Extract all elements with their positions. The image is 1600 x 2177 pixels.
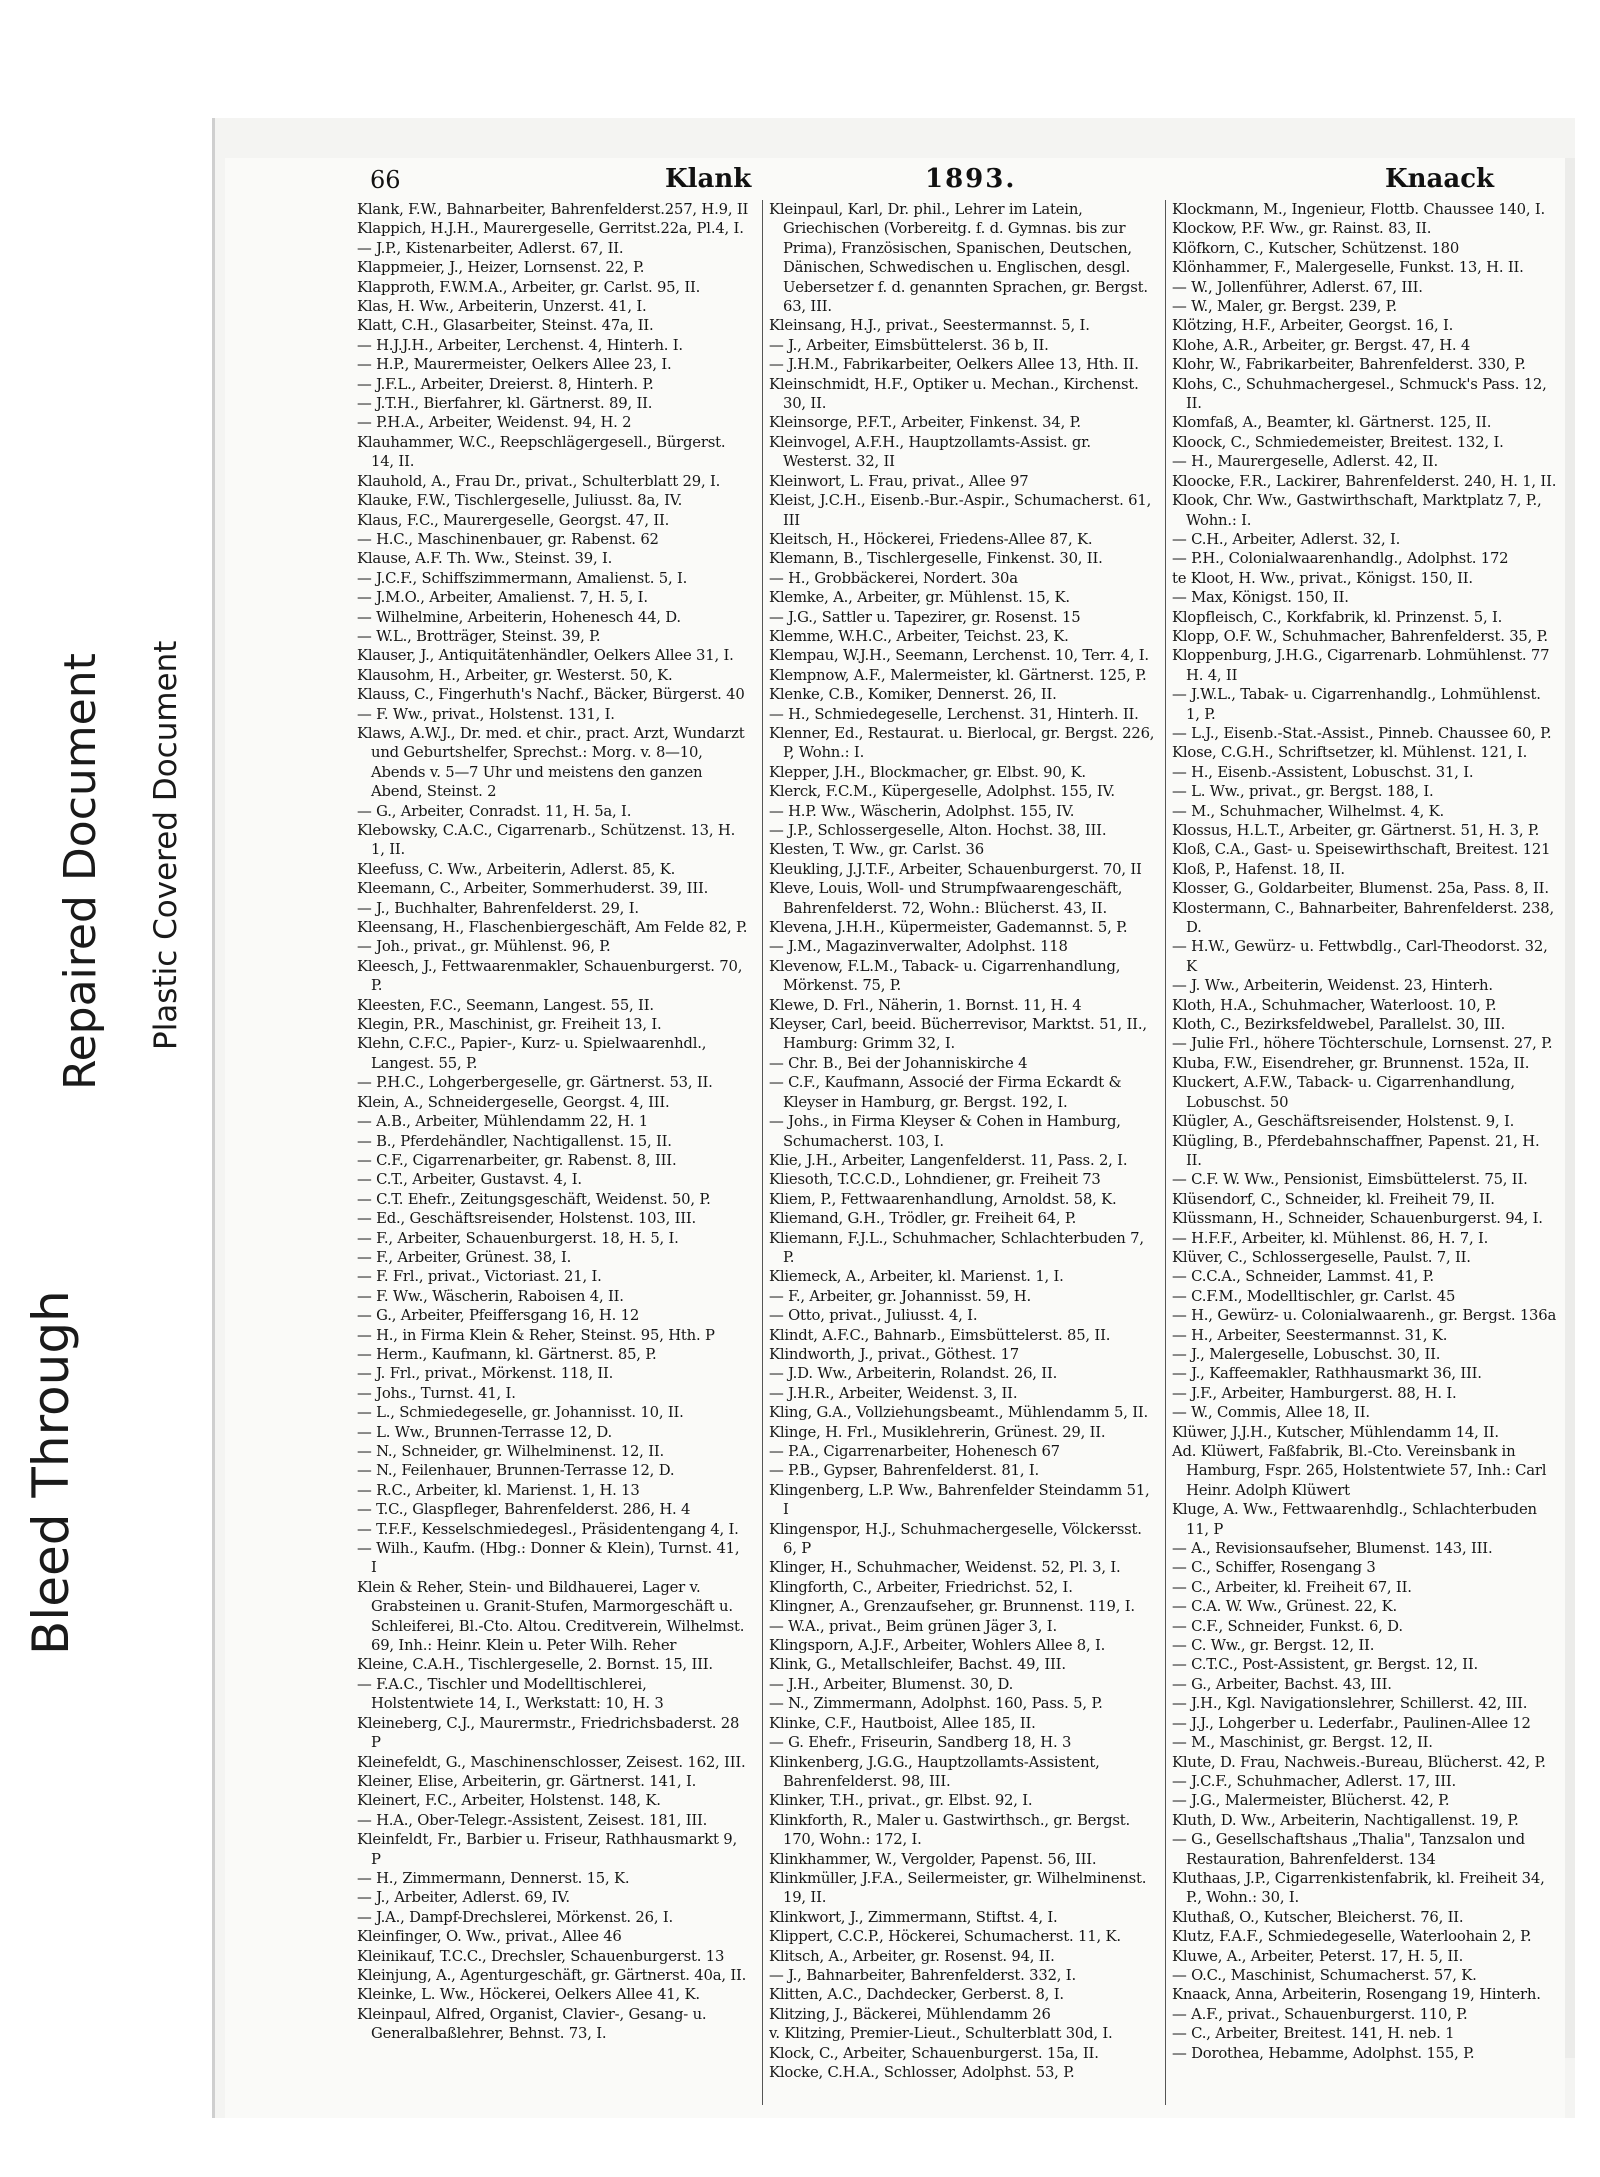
directory-entry: Kleiner, Elise, Arbeiterin, gr. Gärtnerst. 141, I. <box>357 1772 697 1790</box>
directory-entry: Kluckert, A.F.W., Taback- u. Cigarrenhandlung, Lobuschst. 50 <box>1172 1074 1515 1111</box>
directory-entry: Kluthaas, J.P., Cigarrenkistenfabrik, kl. Freiheit 34, P., Wohn.: 30, I. <box>1172 1869 1545 1907</box>
side-labels <box>0 0 210 2177</box>
directory-entry: — J. Ww., Arbeiterin, Weidenst. 23, Hinterh. <box>1172 977 1493 995</box>
directory-entry: — Wilh., Kaufm. (Hbg.: Donner & Klein), Turnst. 41, I <box>357 1540 740 1577</box>
directory-entry: — J., Malergeselle, Lobuschst. 30, II. <box>1172 1345 1441 1363</box>
directory-entry: Klaus, F.C., Maurergeselle, Georgst. 47, II. <box>357 511 670 529</box>
directory-entry: Kleesch, J., Fettwaarenmakler, Schauenburgerst. 70, P. <box>357 957 743 995</box>
directory-entry: Kleinvogel, A.F.H., Hauptzollamts-Assist. gr. Westerst. 32, II <box>769 433 1091 471</box>
directory-entry: Klaws, A.W.J., Dr. med. et chir., pract. Arzt, Wundarzt und Geburtshelfer, Sprechst.: Morg. v. 8—10, Abends v. 5—7 Uhr und meistens den ganzen Abend, Steinst. 2 <box>357 724 745 801</box>
directory-entry: — G., Arbeiter, Conradst. 11, H. 5a, I. <box>357 802 632 820</box>
directory-entry: — J.G., Malermeister, Blücherst. 42, P. <box>1172 1792 1450 1810</box>
directory-page <box>225 158 1565 2118</box>
directory-entry: Klohs, C., Schuhmachergesel., Schmuck's Pass. 12, II. <box>1172 375 1547 413</box>
directory-entry: Klüver, C., Schlossergeselle, Paulst. 7, II. <box>1172 1248 1471 1266</box>
directory-entry: Kleesten, F.C., Seemann, Langest. 55, II. <box>357 996 654 1014</box>
directory-entry: Kleineberg, C.J., Maurermstr., Friedrichsbaderst. 28 P <box>357 1714 740 1752</box>
directory-entry: — H., Arbeiter, Seestermannst. 31, K. <box>1172 1326 1448 1344</box>
directory-entry: — J.J., Lohgerber u. Lederfabr., Paulinen-Allee 12 <box>1172 1714 1531 1732</box>
directory-entry: — W., Jollenführer, Adlerst. 67, III. <box>1172 278 1423 296</box>
directory-entry: — F., Arbeiter, gr. Johannisst. 59, H. <box>769 1287 1031 1305</box>
directory-entry: Klüsendorf, C., Schneider, kl. Freiheit 79, II. <box>1172 1190 1495 1208</box>
directory-entry: — F., Arbeiter, Schauenburgerst. 18, H. 5, I. <box>357 1229 679 1247</box>
directory-entry: — Max, Königst. 150, II. <box>1172 589 1349 607</box>
directory-entry: Klemke, A., Arbeiter, gr. Mühlenst. 15, K. <box>769 589 1070 607</box>
scanned-sheet <box>212 118 1575 2118</box>
directory-entry: Kling, G.A., Vollziehungsbeamt., Mühlendamm 5, II. <box>769 1404 1149 1422</box>
directory-entry: — W.L., Brotträger, Steinst. 39, P. <box>357 627 601 645</box>
directory-entry: Kluth, D. Ww., Arbeiterin, Nachtigallenst. 19, P. <box>1172 1811 1519 1829</box>
directory-entry: — H., Maurergeselle, Adlerst. 42, II. <box>1172 453 1439 471</box>
directory-entry: — C.F.M., Modelltischler, gr. Carlst. 45 <box>1172 1287 1456 1305</box>
directory-entry: — J., Arbeiter, Eimsbüttelerst. 36 b, II. <box>769 336 1049 354</box>
directory-entry: Ad. Klüwert, Faßfabrik, Bl.-Cto. Vereinsbank in Hamburg, Fspr. 265, Holstentwiete 57, Inh.: Carl Heinr. Adolph Klüwert <box>1172 1443 1547 1499</box>
directory-entry: Klenke, C.B., Komiker, Dennerst. 26, II. <box>769 686 1057 704</box>
directory-entry: Klink, G., Metallschleifer, Bachst. 49, III. <box>769 1656 1066 1674</box>
directory-entry: — C.F. W. Ww., Pensionist, Eimsbüttelerst. 75, II. <box>1172 1171 1528 1189</box>
directory-entry: — J.M., Magazinverwalter, Adolphst. 118 <box>769 938 1068 956</box>
directory-entry: Klutz, F.A.F., Schmiedegeselle, Waterloohain 2, P. <box>1172 1928 1532 1946</box>
directory-entry: Klevena, J.H.H., Küpermeister, Gademannst. 5, P. <box>769 919 1128 937</box>
directory-entry: — F. Ww., privat., Holstenst. 131, I. <box>357 705 615 723</box>
directory-entry: Kleensang, H., Flaschenbiergeschäft, Am Felde 82, P. <box>357 919 748 937</box>
directory-entry: Klapproth, F.W.M.A., Arbeiter, gr. Carlst. 95, II. <box>357 278 701 296</box>
directory-entry: Klinkforth, R., Maler u. Gastwirthsch., gr. Bergst. 170, Wohn.: 172, I. <box>769 1811 1130 1849</box>
directory-entry: — J.T.H., Bierfahrer, kl. Gärtnerst. 89, II. <box>357 395 653 413</box>
directory-entry: — G., Gesellschaftshaus „Thalia", Tanzsalon und Restauration, Bahrenfelderst. 134 <box>1172 1831 1525 1868</box>
directory-entry: — G., Arbeiter, Pfeiffersgang 16, H. 12 <box>357 1307 640 1325</box>
directory-entry: Klauser, J., Antiquitätenhändler, Oelkers Allee 31, I. <box>357 647 734 665</box>
directory-entry: — H., Gewürz- u. Colonialwaarenh., gr. Bergst. 136a <box>1172 1307 1557 1325</box>
directory-entry: — J.C.F., Schiffszimmermann, Amalienst. 5, I. <box>357 569 688 587</box>
directory-entry: Kleefuss, C. Ww., Arbeiterin, Adlerst. 85, K. <box>357 860 676 878</box>
directory-entry: — Wilhelmine, Arbeiterin, Hohenesch 44, D. <box>357 608 681 626</box>
directory-entry: Kleinpaul, Karl, Dr. phil., Lehrer im Latein, Griechischen (Vorbereitg. f. d. Gymnas. bis zur Prima), Französischen, Spanischen, Deutschen, Dänischen, Schwedischen u. Englischen, desgl. Uebersetzer f. d. genannten Sprachen, gr. Bergst. 63, III. <box>769 201 1148 316</box>
directory-entry: Kleinke, L. Ww., Höckerei, Oelkers Allee 41, K. <box>357 1986 700 2004</box>
directory-entry: Klempnow, A.F., Malermeister, kl. Gärtnerst. 125, P. <box>769 666 1147 684</box>
directory-entry: Klauss, C., Fingerhuth's Nachf., Bäcker, Bürgerst. 40 <box>357 686 745 704</box>
directory-entry: Kleyser, Carl, beeid. Bücherrevisor, Marktst. 51, II., Hamburg: Grimm 32, I. <box>769 1016 1147 1053</box>
entry-columns <box>345 200 1565 2110</box>
directory-entry: Klesten, T. Ww., gr. Carlst. 36 <box>769 841 984 859</box>
directory-entry: — H.P. Ww., Wäscherin, Adolphst. 155, IV. <box>769 802 1075 820</box>
directory-entry: Klüssmann, H., Schneider, Schauenburgerst. 94, I. <box>1172 1210 1543 1228</box>
directory-entry: Klockmann, M., Ingenieur, Flottb. Chaussee 140, I. <box>1172 201 1546 218</box>
directory-entry: Kleinert, F.C., Arbeiter, Holstenst. 148, K. <box>357 1792 661 1810</box>
directory-entry: Klempau, W.J.H., Seemann, Lerchenst. 10, Terr. 4, I. <box>769 647 1149 665</box>
directory-entry: — Herm., Kaufmann, kl. Gärtnerst. 85, P. <box>357 1345 657 1363</box>
directory-entry: — J.P., Schlossergeselle, Alton. Hochst. 38, III. <box>769 822 1107 839</box>
directory-entry: — C.C.A., Schneider, Lammst. 41, P. <box>1172 1268 1434 1286</box>
directory-entry: Klose, C.G.H., Schriftsetzer, kl. Mühlenst. 121, I. <box>1172 744 1528 762</box>
directory-entry: Kleemann, C., Arbeiter, Sommerhuderst. 39, III. <box>357 880 709 898</box>
directory-entry: Klute, D. Frau, Nachweis.-Bureau, Blücherst. 42, P. <box>1172 1753 1546 1771</box>
directory-entry: — P.A., Cigarrenarbeiter, Hohenesch 67 <box>769 1443 1060 1460</box>
directory-entry: Klatt, C.H., Glasarbeiter, Steinst. 47a, II. <box>357 317 654 335</box>
directory-entry: Klitsch, A., Arbeiter, gr. Rosenst. 94, II. <box>769 1947 1055 1965</box>
directory-entry: Kleine, C.A.H., Tischlergeselle, 2. Bornst. 15, III. <box>357 1656 713 1674</box>
directory-entry: — J.H., Arbeiter, Blumenst. 30, D. <box>769 1675 1014 1693</box>
directory-entry: Klepper, J.H., Blockmacher, gr. Elbst. 90, K. <box>769 763 1086 781</box>
repaired-document-label: Repaired Document <box>55 653 106 1090</box>
directory-entry: te Kloot, H. Ww., privat., Königst. 150, II. <box>1172 569 1473 587</box>
directory-entry: — F.A.C., Tischler und Modelltischlerei, Holstentwiete 14, I., Werkstatt: 10, H. 3 <box>357 1675 664 1713</box>
directory-entry: — J.A., Dampf-Drechslerei, Mörkenst. 26, I. <box>357 1908 673 1926</box>
directory-entry: Klauhold, A., Frau Dr., privat., Schulterblatt 29, I. <box>357 472 721 490</box>
directory-entry: Kleinwort, L. Frau, privat., Allee 97 <box>769 472 1029 490</box>
directory-entry: — A.B., Arbeiter, Mühlendamm 22, H. 1 <box>357 1113 649 1131</box>
directory-entry: Klewe, D. Frl., Näherin, 1. Bornst. 11, H. 4 <box>769 996 1082 1014</box>
directory-entry: — G., Arbeiter, Bachst. 43, III. <box>1172 1675 1392 1693</box>
directory-entry: — W.A., privat., Beim grünen Jäger 3, I. <box>769 1617 1057 1635</box>
directory-entry: — H., in Firma Klein & Reher, Steinst. 95, Hth. P <box>357 1326 715 1344</box>
directory-entry: — C.F., Cigarrenarbeiter, gr. Rabenst. 8, III. <box>357 1151 677 1169</box>
directory-entry: — C.H., Arbeiter, Adlerst. 32, I. <box>1172 530 1401 548</box>
directory-entry: — J., Kaffeemakler, Rathhausmarkt 36, III. <box>1172 1365 1482 1383</box>
directory-entry: Kloock, C., Schmiedemeister, Breitest. 132, I. <box>1172 433 1504 451</box>
directory-entry: — T.F.F., Kesselschmiedegesl., Präsidentengang 4, I. <box>357 1520 739 1538</box>
directory-entry: Klinkenberg, J.G.G., Hauptzollamts-Assistent, Bahrenfelderst. 98, III. <box>769 1753 1100 1790</box>
directory-entry: — H.J.J.H., Arbeiter, Lerchenst. 4, Hinterh. I. <box>357 336 683 354</box>
directory-entry: — F. Ww., Wäscherin, Raboisen 4, II. <box>357 1287 624 1305</box>
directory-entry: — J., Arbeiter, Adlerst. 69, IV. <box>357 1889 570 1907</box>
directory-entry: Kleinfinger, O. Ww., privat., Allee 46 <box>357 1928 622 1946</box>
directory-entry: — H.P., Maurermeister, Oelkers Allee 23, I. <box>357 356 672 374</box>
directory-entry: — C., Arbeiter, Breitest. 141, H. neb. 1 <box>1172 2025 1455 2043</box>
directory-entry: — J.F.L., Arbeiter, Dreierst. 8, Hinterh. P. <box>357 375 654 393</box>
directory-entry: Kluge, A. Ww., Fettwaarenhdlg., Schlachterbuden 11, P <box>1172 1501 1537 1538</box>
directory-entry: Klerck, F.C.M., Küpergeselle, Adolphst. 155, IV. <box>769 783 1115 801</box>
directory-entry: Klohe, A.R., Arbeiter, gr. Bergst. 47, H. 4 <box>1172 336 1471 354</box>
directory-entry: Klingsporn, A.J.F., Arbeiter, Wohlers Allee 8, I. <box>769 1637 1106 1655</box>
directory-entry: Klock, C., Arbeiter, Schauenburgerst. 15a, II. <box>769 2044 1099 2062</box>
directory-entry: Klindworth, J., privat., Göthest. 17 <box>769 1345 1019 1363</box>
directory-entry: Klopp, O.F. W., Schuhmacher, Bahrenfelderst. 35, P. <box>1172 627 1548 645</box>
directory-entry: Klocke, C.H.A., Schlosser, Adolphst. 53, P. <box>769 2064 1075 2081</box>
directory-entry: — C.T.C., Post-Assistent, gr. Bergst. 12, II. <box>1172 1656 1478 1674</box>
directory-entry: — J.H.M., Fabrikarbeiter, Oelkers Allee 13, Hth. II. <box>769 356 1139 374</box>
directory-entry: — C.A. W. Ww., Grünest. 22, K. <box>1172 1598 1397 1616</box>
directory-entry: Klauhammer, W.C., Reepschlägergesell., Bürgerst. 14, II. <box>357 433 726 471</box>
directory-entry: — J.W.L., Tabak- u. Cigarrenhandlg., Lohmühlenst. 1, P. <box>1172 686 1541 723</box>
right-running-head: Knaack <box>1385 164 1495 194</box>
directory-entry: — G. Ehefr., Friseurin, Sandberg 18, H. 3 <box>769 1734 1072 1752</box>
plastic-covered-document-label: Plastic Covered Document <box>148 640 184 1050</box>
directory-entry: Klüwer, J.J.H., Kutscher, Mühlendamm 14, II. <box>1172 1423 1499 1441</box>
directory-entry: Klein & Reher, Stein- und Bildhauerei, Lager v. Grabsteinen u. Granit-Stufen, Marmorgeschäft u. Schleiferei, Bl.-Cto. Altou. Creditverein, Wilhelmst. 69, Inh.: Heinr. Klein u. Peter Wilh. Reher <box>357 1578 745 1655</box>
directory-entry: — F. Frl., privat., Victoriast. 21, I. <box>357 1268 602 1286</box>
directory-entry: — P.B., Gypser, Bahrenfelderst. 81, I. <box>769 1462 1039 1480</box>
directory-entry: — H.F.F., Arbeiter, kl. Mühlenst. 86, H. 7, I. <box>1172 1229 1489 1247</box>
directory-entry: Klockow, P.F. Ww., gr. Rainst. 83, II. <box>1172 220 1432 238</box>
directory-entry: — T.C., Glaspfleger, Bahrenfelderst. 286, H. 4 <box>357 1501 691 1519</box>
directory-entry: — Joh., privat., gr. Mühlenst. 96, P. <box>357 938 611 956</box>
directory-entry: Klitten, A.C., Dachdecker, Gerberst. 8, I. <box>769 1986 1064 2004</box>
directory-entry: Kliemeck, A., Arbeiter, kl. Marienst. 1, I. <box>769 1268 1064 1286</box>
directory-entry: — C.F., Kaufmann, Associé der Firma Eckardt & Kleyser in Hamburg, gr. Bergst. 192, I. <box>769 1074 1122 1111</box>
directory-entry: Klemme, W.H.C., Arbeiter, Teichst. 23, K. <box>769 627 1069 645</box>
directory-entry: — J.F., Arbeiter, Hamburgerst. 88, H. I. <box>1172 1384 1457 1402</box>
directory-entry: — J.H.R., Arbeiter, Weidenst. 3, II. <box>769 1384 1018 1402</box>
directory-entry: — Julie Frl., höhere Töchterschule, Lornsenst. 27, P. <box>1172 1035 1553 1053</box>
directory-entry: Knaack, Anna, Arbeiterin, Rosengang 19, Hinterh. <box>1172 1986 1541 2004</box>
directory-entry: Klopfleisch, C., Korkfabrik, kl. Prinzenst. 5, I. <box>1172 608 1503 626</box>
directory-entry: — H.W., Gewürz- u. Fettwbdlg., Carl-Theodorst. 32, K <box>1172 938 1548 975</box>
directory-entry: — J.C.F., Schuhmacher, Adlerst. 17, III. <box>1172 1772 1456 1790</box>
directory-entry: Klie, J.H., Arbeiter, Langenfelderst. 11, Pass. 2, I. <box>769 1151 1128 1169</box>
directory-entry: — W., Commis, Allee 18, II. <box>1172 1404 1370 1422</box>
directory-entry: — R.C., Arbeiter, kl. Marienst. 1, H. 13 <box>357 1481 640 1499</box>
directory-entry: — M., Maschinist, gr. Bergst. 12, II. <box>1172 1734 1433 1752</box>
directory-entry: Kleinsang, H.J., privat., Seestermannst. 5, I. <box>769 317 1090 335</box>
directory-entry: — M., Schuhmacher, Wilhelmst. 4, K. <box>1172 802 1445 820</box>
directory-entry: v. Klitzing, Premier-Lieut., Schulterblatt 30d, I. <box>769 2025 1113 2043</box>
directory-entry: — L. Ww., Brunnen-Terrasse 12, D. <box>357 1423 613 1441</box>
directory-entry: — Johs., in Firma Kleyser & Cohen in Hamburg, Schumacherst. 103, I. <box>769 1113 1121 1150</box>
directory-entry: Kliem, P., Fettwaarenhandlung, Arnoldst. 58, K. <box>769 1190 1117 1208</box>
directory-entry: Klingforth, C., Arbeiter, Friedrichst. 52, I. <box>769 1578 1073 1596</box>
directory-entry: — N., Feilenhauer, Brunnen-Terrasse 12, D. <box>357 1462 675 1480</box>
directory-entry: — J.P., Kistenarbeiter, Adlerst. 67, II. <box>357 239 624 257</box>
directory-entry: Klinker, T.H., privat., gr. Elbst. 92, I. <box>769 1792 1033 1810</box>
directory-entry: — A., Revisionsaufseher, Blumenst. 143, III. <box>1172 1540 1493 1558</box>
directory-entry: Klingenspor, H.J., Schuhmachergeselle, Völckersst. 6, P <box>769 1520 1142 1558</box>
directory-entry: — L.J., Eisenb.-Stat.-Assist., Pinneb. Chaussee 60, P. <box>1172 724 1552 742</box>
directory-entry: — C., Arbeiter, kl. Freiheit 67, II. <box>1172 1578 1412 1596</box>
directory-entry: — P.H.A., Arbeiter, Weidenst. 94, H. 2 <box>357 414 632 432</box>
directory-entry: Klause, A.F. Th. Ww., Steinst. 39, I. <box>357 550 613 568</box>
directory-entry: — C.F., Schneider, Funkst. 6, D. <box>1172 1617 1403 1635</box>
directory-entry: Klindt, A.F.C., Bahnarb., Eimsbüttelerst. 85, II. <box>769 1326 1111 1344</box>
directory-entry: Kluba, F.W., Eisendreher, gr. Brunnenst. 152a, II. <box>1172 1054 1530 1072</box>
directory-entry: — J.D. Ww., Arbeiterin, Rolandst. 26, II. <box>769 1365 1058 1383</box>
directory-entry: Klehn, C.F.C., Papier-, Kurz- u. Spielwaarenhdl., Langest. 55, P. <box>357 1035 707 1072</box>
directory-entry: Klossus, H.L.T., Arbeiter, gr. Gärtnerst. 51, H. 3, P. <box>1172 822 1540 839</box>
directory-entry: — C. Ww., gr. Bergst. 12, II. <box>1172 1637 1375 1655</box>
directory-entry: Kleinfeldt, Fr., Barbier u. Friseur, Rathhausmarkt 9, P <box>357 1831 737 1868</box>
directory-entry: Klinkhammer, W., Vergolder, Papenst. 56, III. <box>769 1850 1097 1868</box>
directory-entry: Kloocke, F.R., Lackirer, Bahrenfelderst. 240, H. 1, II. <box>1172 472 1557 490</box>
directory-entry: Kloß, P., Hafenst. 18, II. <box>1172 860 1345 878</box>
directory-entry: Klas, H. Ww., Arbeiterin, Unzerst. 41, I. <box>357 298 647 316</box>
directory-entry: Klinger, H., Schuhmacher, Weidenst. 52, Pl. 3, I. <box>769 1559 1121 1577</box>
directory-entry: — W., Maler, gr. Bergst. 239, P. <box>1172 298 1397 316</box>
directory-entry: Klevenow, F.L.M., Taback- u. Cigarrenhandlung, Mörkenst. 75, P. <box>769 957 1121 995</box>
directory-entry: Klitzing, J., Bäckerei, Mühlendamm 26 <box>769 2005 1051 2023</box>
directory-entry: Kloth, C., Bezirksfeldwebel, Parallelst. 30, III. <box>1172 1016 1506 1034</box>
directory-entry: Kleinpaul, Alfred, Organist, Clavier-, Gesang- u. Generalbaßlehrer, Behnst. 73, I. <box>357 2005 707 2043</box>
directory-entry: — P.H., Colonialwaarenhandlg., Adolphst. 172 <box>1172 550 1509 568</box>
directory-entry: Klein, A., Schneidergeselle, Georgst. 4, III. <box>357 1093 670 1111</box>
page-number: 66 <box>370 166 401 194</box>
directory-entry: Kliemand, G.H., Trödler, gr. Freiheit 64, P. <box>769 1210 1077 1228</box>
directory-entry: Kloß, C.A., Gast- u. Speisewirthschaft, Breitest. 121 <box>1172 841 1551 859</box>
directory-entry: Klauke, F.W., Tischlergeselle, Juliusst. 8a, IV. <box>357 492 683 510</box>
directory-entry: Klank, F.W., Bahnarbeiter, Bahrenfelderst.257, H.9, II <box>357 201 749 218</box>
directory-entry: Kloppenburg, J.H.G., Cigarrenarb. Lohmühlenst. 77 H. 4, II <box>1172 647 1550 684</box>
directory-entry: — Dorothea, Hebamme, Adolphst. 155, P. <box>1172 2044 1475 2062</box>
directory-entry: Kleinefeldt, G., Maschinenschlosser, Zeisest. 162, III. <box>357 1753 746 1771</box>
directory-entry: — H., Grobbäckerei, Nordert. 30a <box>769 569 1018 587</box>
directory-entry: Klinkmüller, J.F.A., Seilermeister, gr. Wilhelminenst. 19, II. <box>769 1869 1147 1907</box>
directory-entry: Kliemann, F.J.L., Schuhmacher, Schlachterbuden 7, P. <box>769 1229 1144 1266</box>
column-right <box>1165 200 1558 2105</box>
directory-entry: Klostermann, C., Bahnarbeiter, Bahrenfelderst. 238, D. <box>1172 899 1555 937</box>
left-running-head: Klank <box>665 164 752 194</box>
directory-entry: — A.F., privat., Schauenburgerst. 110, P. <box>1172 2005 1468 2023</box>
directory-entry: Klohr, W., Fabrikarbeiter, Bahrenfelderst. 330, P. <box>1172 356 1526 374</box>
directory-entry: — H., Eisenb.-Assistent, Lobuschst. 31, I. <box>1172 763 1474 781</box>
directory-entry: — H., Zimmermann, Dennerst. 15, K. <box>357 1869 630 1887</box>
directory-entry: Klappich, H.J.H., Maurergeselle, Gerritst.22a, Pl.4, I. <box>357 220 744 238</box>
directory-entry: Kleinschmidt, H.F., Optiker u. Mechan., Kirchenst. 30, II. <box>769 375 1139 413</box>
directory-entry: — L., Schmiedegeselle, gr. Johannisst. 10, II. <box>357 1404 684 1422</box>
directory-entry: — Ed., Geschäftsreisender, Holstenst. 103, III. <box>357 1210 697 1228</box>
directory-entry: Klinge, H. Frl., Musiklehrerin, Grünest. 29, II. <box>769 1423 1106 1441</box>
directory-entry: — F., Arbeiter, Grünest. 38, I. <box>357 1248 572 1266</box>
directory-entry: Klenner, Ed., Restaurat. u. Bierlocal, gr. Bergst. 226, P, Wohn.: I. <box>769 724 1155 762</box>
directory-entry: Kleinsorge, P.F.T., Arbeiter, Finkenst. 34, P. <box>769 414 1081 432</box>
directory-entry: — J.H., Kgl. Navigationslehrer, Schillerst. 42, III. <box>1172 1695 1528 1713</box>
directory-entry: Kleve, Louis, Woll- und Strumpfwaarengeschäft, Bahrenfelderst. 72, Wohn.: Blücherst. 43, II. <box>769 880 1123 917</box>
directory-entry: Kleinjung, A., Agenturgeschäft, gr. Gärtnerst. 40a, II. <box>357 1966 747 1984</box>
column-left <box>357 200 749 2105</box>
directory-entry: — Johs., Turnst. 41, I. <box>357 1384 516 1402</box>
directory-entry: — J., Buchhalter, Bahrenfelderst. 29, I. <box>357 899 639 917</box>
directory-entry: Klinkwort, J., Zimmermann, Stiftst. 4, I. <box>769 1908 1058 1926</box>
directory-entry: Klötzing, H.F., Arbeiter, Georgst. 16, I. <box>1172 317 1454 335</box>
directory-entry: Kleukling, J.J.T.F., Arbeiter, Schauenburgerst. 70, II <box>769 860 1142 878</box>
year-heading: 1893. <box>925 164 1017 194</box>
directory-entry: Kleinikauf, T.C.C., Drechsler, Schauenburgerst. 13 <box>357 1947 725 1965</box>
directory-entry: — Chr. B., Bei der Johanniskirche 4 <box>769 1054 1028 1072</box>
directory-entry: — O.C., Maschinist, Schumacherst. 57, K. <box>1172 1966 1477 1984</box>
directory-entry: — N., Zimmermann, Adolphst. 160, Pass. 5, P. <box>769 1695 1103 1713</box>
directory-entry: Klöfkorn, C., Kutscher, Schützenst. 180 <box>1172 239 1460 257</box>
directory-entry: Kloth, H.A., Schuhmacher, Waterloost. 10, P. <box>1172 996 1497 1014</box>
directory-entry: Klinke, C.F., Hautboist, Allee 185, II. <box>769 1714 1036 1732</box>
directory-entry: Klosser, G., Goldarbeiter, Blumenst. 25a, Pass. 8, II. <box>1172 880 1549 898</box>
directory-entry: — J. Frl., privat., Mörkenst. 118, II. <box>357 1365 614 1383</box>
directory-entry: Kluwe, A., Arbeiter, Peterst. 17, H. 5, II. <box>1172 1947 1464 1965</box>
directory-entry: Klingenberg, L.P. Ww., Bahrenfelder Steindamm 51, I <box>769 1481 1150 1519</box>
directory-entry: Klausohm, H., Arbeiter, gr. Westerst. 50, K. <box>357 666 673 684</box>
directory-entry: — N., Schneider, gr. Wilhelminenst. 12, II. <box>357 1443 664 1460</box>
directory-entry: Klügling, B., Pferdebahnschaffner, Papenst. 21, H. II. <box>1172 1132 1540 1169</box>
directory-entry: Klippert, C.C.P., Höckerei, Schumacherst. 11, K. <box>769 1928 1121 1946</box>
directory-entry: — Otto, privat., Juliusst. 4, I. <box>769 1307 978 1325</box>
directory-entry: — H.C., Maschinenbauer, gr. Rabenst. 62 <box>357 530 659 548</box>
directory-entry: — C., Schiffer, Rosengang 3 <box>1172 1559 1376 1577</box>
directory-entry: Kleist, J.C.H., Eisenb.-Bur.-Aspir., Schumacherst. 61, III <box>769 492 1152 529</box>
directory-entry: Kluthaß, O., Kutscher, Bleicherst. 76, II. <box>1172 1908 1464 1926</box>
directory-entry: — H., Schmiedegeselle, Lerchenst. 31, Hinterh. II. <box>769 705 1139 723</box>
directory-entry: Klebowsky, C.A.C., Cigarrenarb., Schützenst. 13, H. 1, II. <box>357 822 736 859</box>
directory-entry: — J., Bahnarbeiter, Bahrenfelderst. 332, I. <box>769 1966 1076 1984</box>
column-middle <box>762 200 1155 2105</box>
directory-entry: Klappmeier, J., Heizer, Lornsenst. 22, P. <box>357 259 645 277</box>
directory-entry: Kleitsch, H., Höckerei, Friedens-Allee 87, K. <box>769 530 1093 548</box>
directory-entry: Klegin, P.R., Maschinist, gr. Freiheit 13, I. <box>357 1016 662 1034</box>
directory-entry: — C.T., Arbeiter, Gustavst. 4, I. <box>357 1171 582 1189</box>
directory-entry: — C.T. Ehefr., Zeitungsgeschäft, Weidenst. 50, P. <box>357 1190 711 1208</box>
directory-entry: — H.A., Ober-Telegr.-Assistent, Zeisest. 181, III. <box>357 1811 708 1829</box>
directory-entry: Klook, Chr. Ww., Gastwirthschaft, Marktplatz 7, P., Wohn.: I. <box>1172 492 1542 529</box>
bleed-through-label: Bleed Through <box>22 1290 80 1655</box>
directory-entry: — J.M.O., Arbeiter, Amalienst. 7, H. 5, I. <box>357 589 648 607</box>
directory-entry: Klingner, A., Grenzaufseher, gr. Brunnenst. 119, I. <box>769 1598 1135 1616</box>
directory-entry: Klönhammer, F., Malergeselle, Funkst. 13, H. II. <box>1172 259 1524 277</box>
directory-entry: — L. Ww., privat., gr. Bergst. 188, I. <box>1172 783 1434 801</box>
directory-entry: — B., Pferdehändler, Nachtigallenst. 15, II. <box>357 1132 672 1150</box>
directory-entry: Klomfaß, A., Beamter, kl. Gärtnerst. 125, II. <box>1172 414 1492 432</box>
directory-entry: Klügler, A., Geschäftsreisender, Holstenst. 9, I. <box>1172 1113 1515 1131</box>
directory-entry: — P.H.C., Lohgerbergeselle, gr. Gärtnerst. 53, II. <box>357 1074 713 1092</box>
directory-entry: Klemann, B., Tischlergeselle, Finkenst. 30, II. <box>769 550 1103 568</box>
directory-entry: — J.G., Sattler u. Tapezirer, gr. Rosenst. 15 <box>769 608 1081 626</box>
directory-entry: Kliesoth, T.C.C.D., Lohndiener, gr. Freiheit 73 <box>769 1171 1101 1189</box>
page-header <box>225 158 1565 198</box>
